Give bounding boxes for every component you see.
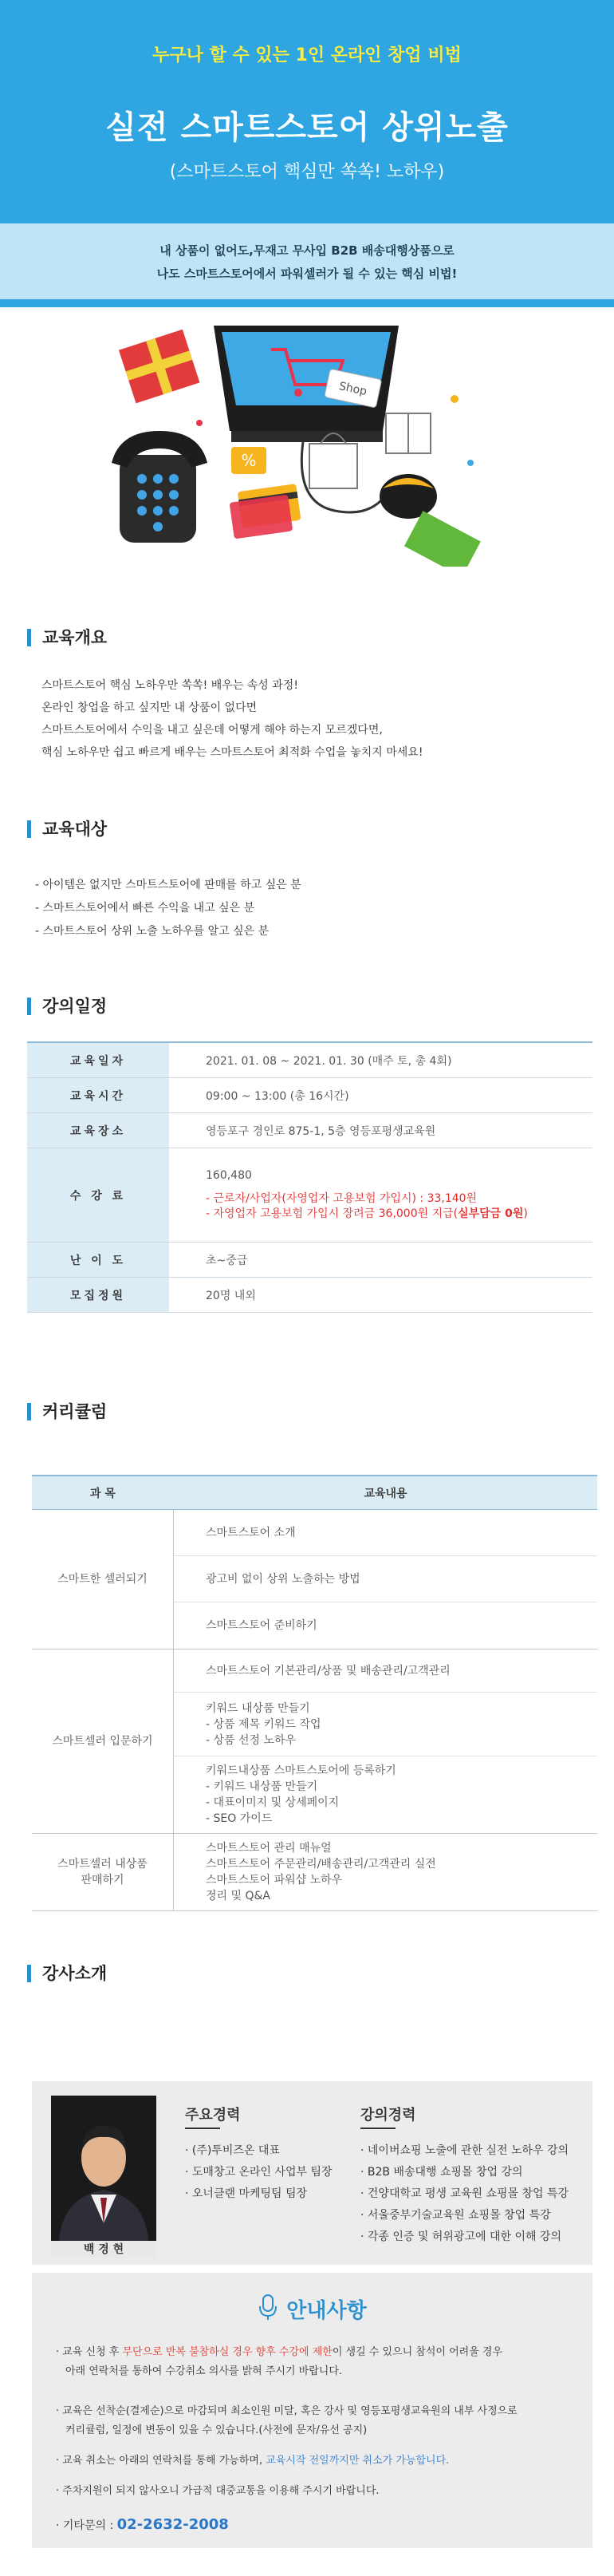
tuition-net: 실부담금 0원 — [458, 1207, 524, 1220]
overview-line: 온라인 창업을 하고 싶지만 내 상품이 없다면 — [41, 701, 258, 714]
notice-item — [56, 2343, 574, 2381]
list-item: - 아이템은 없지만 스마트스토어에 판매를 하고 싶은 분 — [35, 879, 301, 891]
career-underline — [185, 2128, 220, 2129]
career-heading: 주요경력 — [185, 2107, 241, 2124]
row-value: 09:00 ~ 13:00 (총 16시간) — [206, 1089, 349, 1103]
notice-title: 안내사항 — [286, 2299, 367, 2323]
hero-stripe — [0, 299, 614, 307]
microphone-icon — [258, 2294, 278, 2321]
list-item: - 스마트스토어에서 빠른 수익을 내고 싶은 분 — [35, 902, 255, 915]
contact-row — [56, 2515, 574, 2535]
notice-highlight: 교육시작 전일까지만 취소가 가능합니다. — [266, 2455, 450, 2467]
row-label: 교육일자 — [27, 1043, 169, 1077]
notice-text: 커리큘럼, 일정에 변동이 있을 수 있습니다.(사전에 문자/유선 공지) — [65, 2424, 368, 2436]
notice-text: · 교육 신청 후 — [56, 2346, 123, 2358]
list-item: · 건양대학교 평생 교육원 쇼핑몰 창업 특강 — [360, 2187, 569, 2200]
table-row — [27, 1113, 592, 1148]
ecommerce-illustration — [104, 311, 510, 567]
list-item: · B2B 배송대행 쇼핑몰 창업 강의 — [360, 2166, 523, 2179]
hero-band — [0, 223, 614, 299]
instructor-card — [32, 2081, 592, 2265]
hero-banner — [0, 0, 614, 223]
list-item: · 네이버쇼핑 노출에 관한 실전 노하우 강의 — [360, 2144, 569, 2157]
table-row — [27, 1043, 592, 1078]
row-label: 모집정원 — [27, 1278, 169, 1312]
shop-tag: Shop — [337, 380, 368, 399]
table-row — [27, 1078, 592, 1113]
target-heading: 교육대상 — [27, 820, 107, 838]
tuition-amount: 160,480 — [206, 1169, 252, 1182]
overview-heading: 교육개요 — [27, 629, 107, 646]
overview-line: 스마트스토어 핵심 노하우만 쏙쏙! 배우는 속성 과정! — [41, 679, 298, 692]
tuition-note: - 자영업자 고용보험 가입시 장려금 36,000원 지급( — [206, 1207, 459, 1220]
curriculum-item: 키워드 내상품 만들기 - 상품 제목 키워드 작업 - 상품 선정 노하우 — [174, 1693, 597, 1756]
hero-title: 실전 스마트스토어 상위노출 — [105, 109, 509, 146]
hero-tagline: 누구나 할 수 있는 1인 온라인 창업 비법 — [152, 45, 462, 65]
overview-line: 핵심 노하우만 쉽고 빠르게 배우는 스마트스토어 최적화 수업을 놓치지 마세요! — [41, 746, 423, 759]
curriculum-item: 스마트스토어 준비하기 — [206, 1619, 317, 1632]
band-line-2: 나도 스마트스토어에서 파워셀러가 될 수 있는 핵심 비법! — [156, 267, 458, 281]
list-item: · 각종 인증 및 허위광고에 대한 이해 강의 — [360, 2230, 561, 2243]
lecture-underline — [360, 2128, 396, 2129]
contact-label: · 기타문의 : — [56, 2519, 117, 2532]
table-row — [27, 1243, 592, 1278]
overview-text — [41, 674, 423, 764]
notice-highlight: 무단으로 반복 불참하실 경우 향후 수강에 제한 — [122, 2346, 333, 2358]
list-item: · (주)투비즈온 대표 — [185, 2144, 280, 2157]
curriculum-group — [32, 1834, 597, 1911]
curriculum-header — [32, 1475, 597, 1510]
table-row — [27, 1148, 592, 1243]
overview-line: 스마트스토어에서 수익을 내고 싶은데 어떻게 해야 하는지 모르겠다면, — [41, 724, 383, 737]
curriculum-item: 키워드내상품 스마트스토어에 등록하기 - 키워드 내상품 만들기 - 대표이미지 및 상세페이지 - SEO 가이드 — [206, 1764, 396, 1825]
schedule-heading: 강의일정 — [27, 998, 107, 1015]
list-item: · 도매창고 온라인 사업부 팀장 — [185, 2166, 333, 2179]
career-list — [185, 2140, 333, 2205]
tuition-worker: - 근로자/사업자(자영업자 고용보험 가입시) : 33,140원 — [206, 1192, 478, 1205]
lecture-heading: 강의경력 — [360, 2107, 416, 2124]
schedule-table — [27, 1041, 592, 1313]
notice-text: 아래 연락처를 통하여 수강취소 의사를 밝혀 주시기 바랍니다. — [65, 2365, 343, 2377]
lecture-list — [360, 2140, 569, 2248]
row-value: 영등포구 경인로 875-1, 5층 영등포평생교육원 — [206, 1124, 436, 1138]
group-subject: 스마트셀러 입문하기 — [32, 1650, 174, 1833]
list-item: · 오너클랜 마케팅팀 팀장 — [185, 2187, 308, 2200]
notice-item — [56, 2452, 574, 2471]
curriculum-heading: 커리큘럼 — [27, 1403, 107, 1420]
curriculum-table — [32, 1475, 597, 1911]
notice-title-row — [32, 2294, 592, 2324]
tuition-close: ) — [523, 1207, 528, 1220]
notice-item — [56, 2402, 574, 2440]
row-label: 교육시간 — [27, 1078, 169, 1112]
tuition-value — [169, 1148, 592, 1242]
notice-text: · 교육은 선착순(결제순)으로 마감되며 최소인원 미달, 혹은 강사 및 영등포평생교육원의 내부 사정으로 — [56, 2405, 518, 2417]
curriculum-group — [32, 1650, 597, 1834]
col-content: 교육내용 — [364, 1487, 407, 1500]
notice-text: · 교육 취소는 아래의 연락처를 통해 가능하며, — [56, 2455, 266, 2467]
tuition-selfemployed — [206, 1207, 592, 1222]
curriculum-item: 스마트스토어 관리 매뉴얼 스마트스토어 주문관리/배송관리/고객관리 실전 스마트스토어 파워샵 노하우 정리 및 Q&A — [206, 1842, 436, 1902]
curriculum-item: 스마트스토어 소개 — [174, 1510, 597, 1556]
curriculum-item: 스마트스토어 기본관리/상품 및 배송관리/고객관리 — [174, 1650, 597, 1693]
contact-phone[interactable]: 02-2632-2008 — [116, 2516, 229, 2533]
group-subject: 스마트한 셀러되기 — [32, 1510, 174, 1649]
hero-subtitle: (스마트스토어 핵심만 쏙쏙! 노하우) — [169, 162, 445, 182]
row-value: 2021. 01. 08 ~ 2021. 01. 30 (매주 토, 총 4회) — [206, 1054, 452, 1068]
target-list — [35, 874, 301, 943]
table-row — [27, 1278, 592, 1313]
notice-box — [32, 2273, 592, 2548]
row-value: 20명 내외 — [206, 1289, 256, 1302]
instructor-heading: 강사소개 — [27, 1965, 107, 1982]
list-item: - 스마트스토어 상위 노출 노하우를 알고 싶은 분 — [35, 925, 270, 938]
col-subject: 과 목 — [90, 1487, 116, 1500]
curriculum-item: 광고비 없이 상위 노출하는 방법 — [174, 1556, 597, 1602]
notice-item: · 주차지원이 되지 않사오니 가급적 대중교통을 이용해 주시기 바랍니다. — [56, 2485, 380, 2497]
notice-text: 이 생길 수 있으니 참석이 어려울 경우 — [332, 2346, 503, 2358]
curriculum-group — [32, 1510, 597, 1650]
row-label: 난 이 도 — [27, 1243, 169, 1277]
group-subject: 스마트셀러 내상품 판매하기 — [32, 1834, 174, 1910]
band-line-1: 내 상품이 없어도,무재고 무사입 B2B 배송대행상품으로 — [159, 243, 455, 258]
instructor-photo — [51, 2096, 156, 2241]
instructor-name: 백 경 현 — [51, 2241, 156, 2258]
row-label: 교육장소 — [27, 1113, 169, 1148]
row-label: 수 강 료 — [27, 1148, 169, 1242]
list-item: · 서울중부기술교육원 쇼핑몰 창업 특강 — [360, 2209, 551, 2222]
percent-tag: % — [241, 451, 257, 470]
row-value: 초~중급 — [206, 1254, 248, 1267]
